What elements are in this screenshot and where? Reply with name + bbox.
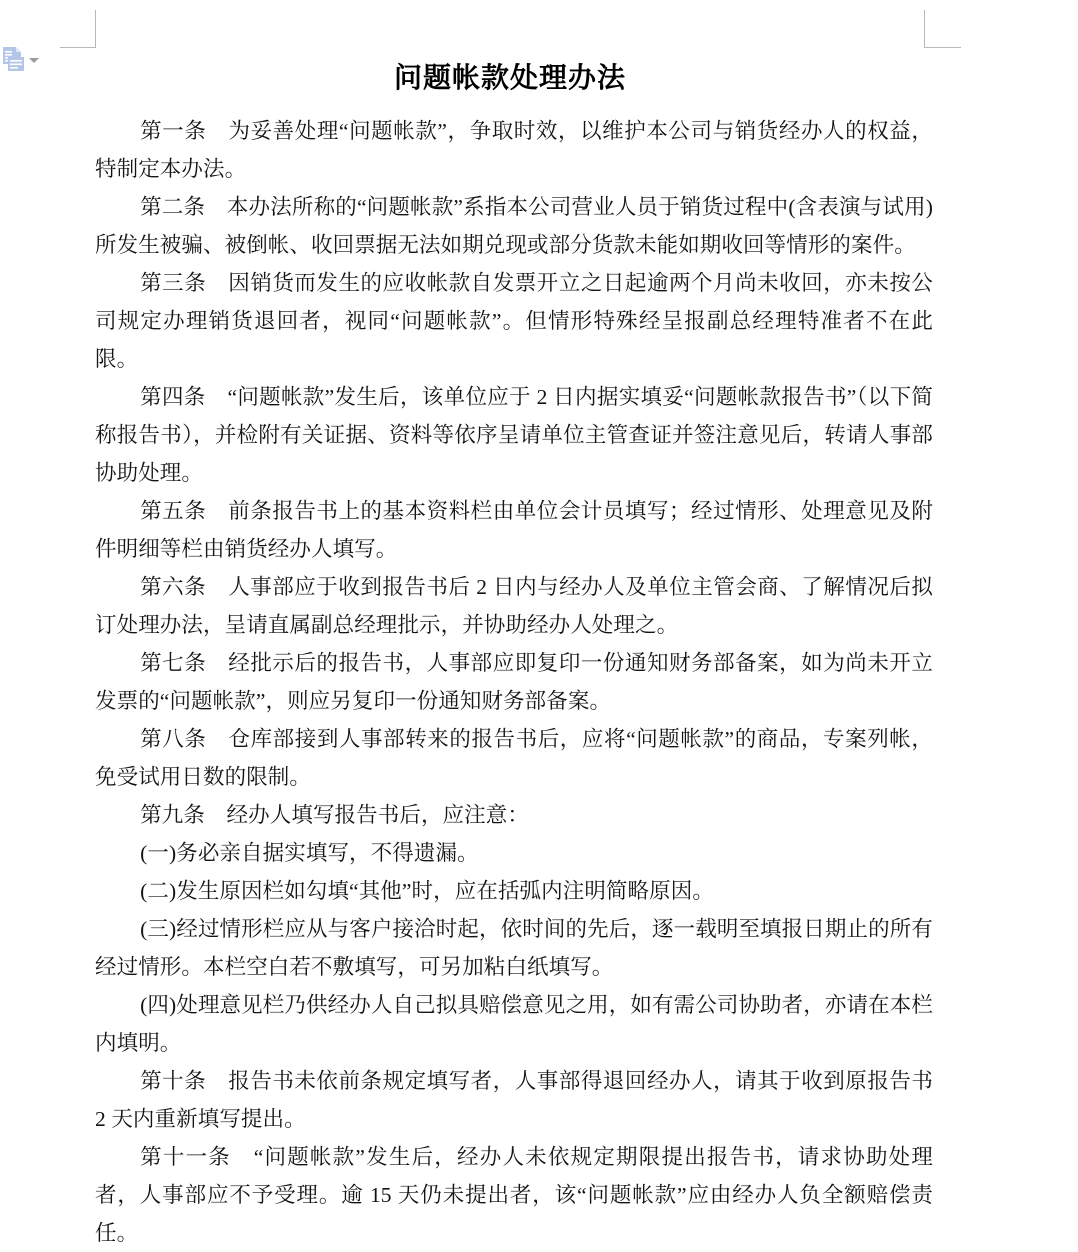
paragraph-article-11: 第十一条 “问题帐款”发生后，经办人未依规定期限提出报告书，请求协助处理者，人事部应不予受理。逾 15 天仍未提出者，该“问题帐款”应由经办人负全额赔偿责任。 — [95, 1145, 933, 1245]
paragraph-article-5: 第五条 前条报告书上的基本资料栏由单位会计员填写；经过情形、处理意见及附件明细等栏由销货经办人填写。 — [95, 499, 933, 561]
paragraph-article-1: 第一条 为妥善处理“问题帐款”，争取时效，以维护本公司与销货经办人的权益，特制定本办法。 — [95, 119, 933, 181]
chevron-down-icon[interactable] — [29, 58, 39, 63]
page-title: 问题帐款处理办法 — [393, 60, 626, 94]
paragraph-item-1: (一)务必亲自据实填写，不得遗漏。 — [140, 841, 479, 865]
paragraph-article-3: 第三条 因销货而发生的应收帐款自发票开立之日起逾两个月尚未收回，亦未按公司规定办理销货退回者，视同“问题帐款”。但情形特殊经呈报副总经理特准者不在此限。 — [95, 271, 933, 371]
paragraph-article-10: 第十条 报告书未依前条规定填写者，人事部得退回经办人，请其于收到原报告书 2 天内重新填写提出。 — [95, 1069, 933, 1131]
right-margin-crop-mark — [924, 10, 964, 48]
paragraph-article-4: 第四条 “问题帐款”发生后，该单位应于 2 日内据实填妥“问题帐款报告书”（以下简称报告书），并检附有关证据、资料等依序呈请单位主管查证并签注意见后，转请人事部协助处理。 — [95, 385, 933, 485]
crop-mark-horizontal-line — [924, 47, 961, 48]
paragraph-article-6: 第六条 人事部应于收到报告书后 2 日内与经办人及单位主管会商、了解情况后拟订处理办法，呈请直属副总经理批示，并协助经办人处理之。 — [95, 575, 933, 637]
paragraph-item-3: (三)经过情形栏应从与客户接洽时起，依时间的先后，逐一载明至填报日期止的所有经过情形。本栏空白若不敷填写，可另加粘白纸填写。 — [95, 917, 933, 979]
left-margin-crop-mark — [60, 10, 100, 48]
paragraph-article-2: 第二条 本办法所称的“问题帐款”系指本公司营业人员于销货过程中(含表演与试用)所发生被骗、被倒帐、收回票据无法如期兑现或部分货款未能如期收回等情形的案件。 — [95, 195, 933, 257]
paragraph-item-2: (二)发生原因栏如勾填“其他”时，应在括弧内注明简略原因。 — [140, 879, 714, 903]
paragraph-item-4: (四)处理意见栏乃供经办人自己拟具赔偿意见之用，如有需公司协助者，亦请在本栏内填明。 — [95, 993, 933, 1055]
paragraph-article-9: 第九条 经办人填写报告书后，应注意： — [140, 803, 529, 827]
paragraph-article-8: 第八条 仓库部接到人事部转来的报告书后，应将“问题帐款”的商品，专案列帐，免受试用日数的限制。 — [95, 727, 933, 789]
paragraph-article-7: 第七条 经批示后的报告书，人事部应即复印一份通知财务部备案，如为尚未开立发票的“问题帐款”，则应另复印一份通知财务部备案。 — [95, 651, 933, 713]
paste-options-smart-tag[interactable] — [2, 45, 39, 73]
crop-mark-vertical-line — [95, 10, 96, 48]
crop-mark-vertical-line — [924, 10, 925, 48]
paste-document-icon[interactable] — [2, 45, 26, 73]
document-body — [95, 112, 933, 1252]
crop-mark-horizontal-line — [60, 47, 96, 48]
